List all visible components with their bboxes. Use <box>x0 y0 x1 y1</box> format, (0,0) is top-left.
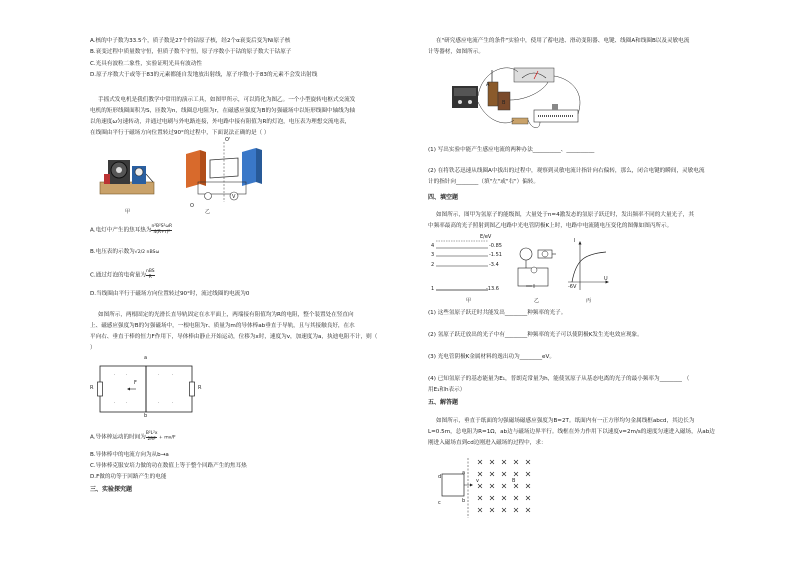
rail-question-line-4: ） <box>90 345 96 351</box>
generator-schematic-figure <box>180 140 272 208</box>
field-b-label: B <box>512 478 516 484</box>
hydrogen-subquestion-4-line-1: (4) 已知氢原子的基态能量为E₁，普朗克常量为h，能使氢原子从基态电离的光子的最小频率为________ （ <box>428 376 690 382</box>
rail-option-a-tail: + mv/F <box>157 435 176 441</box>
svg-text:·: · <box>172 372 174 377</box>
svg-text:·: · <box>158 372 160 377</box>
rail-option-a-den: 2RF <box>147 436 156 442</box>
rail-label-force: F <box>134 380 137 386</box>
rail-label-b: b <box>144 413 148 419</box>
rail-option-a-num: B²L²x <box>145 431 158 436</box>
frame-corner-b: b <box>462 498 466 504</box>
gen-option-d: D.当线圈由平行于磁场方向位置转过90°时，流过线圈的电流为0 <box>90 291 250 297</box>
gen-question-line-2: 电机的矩形线圈面积为S，匝数为n，线圈总电阻为r，在磁感应强度为B的匀强磁场中以矩形线圈中轴线为轴 <box>90 108 355 114</box>
gen-option-c <box>90 270 155 280</box>
frame-corner-a: a <box>462 470 466 476</box>
gen-option-c-label: C.通过灯泡的电荷量为 <box>90 272 147 279</box>
exp-question-line-2: 计等器材，如图所示。 <box>428 49 484 55</box>
svg-text:·: · <box>114 400 116 405</box>
solution-question-line-3: 刚进入磁场直到cd边刚进入磁场的过程中，求： <box>428 440 547 446</box>
level-n2-energy: -3.4 <box>489 262 499 268</box>
gen-question-line-3: 以角速度ω匀速转动，并通过电刷与外电路连接，外电路中接有阻值为R的灯泡，电压表为理想交流电表， <box>90 119 351 125</box>
frame-corner-d: d <box>438 474 442 480</box>
gen-option-c-den: R <box>148 274 152 280</box>
exp-subquestion-2-line-2: 计的指针向________（填"左"或"右"）偏转。 <box>428 179 539 185</box>
svg-text:·: · <box>114 372 116 377</box>
gen-option-c-fraction <box>146 270 155 280</box>
caption-bing: 丙 <box>586 298 592 304</box>
magnetic-field-figure <box>436 456 536 520</box>
rail-circuit-figure <box>96 360 196 420</box>
hydrogen-subquestion-4-line-2: 用E₁和h表示） <box>428 387 466 393</box>
gen-option-b <box>90 249 159 256</box>
caption-jia: 甲 <box>466 298 472 304</box>
svg-text:·: · <box>172 400 174 405</box>
level-n3-label: 3 <box>431 252 435 258</box>
frame-corner-c: c <box>438 500 441 506</box>
induction-apparatus-figure <box>448 60 588 136</box>
exp-subquestion-1: (1) 写出实验中能产生感应电流的两种办法__________、__________ <box>428 147 595 153</box>
rail-option-a-fraction <box>146 432 158 442</box>
figure-jia-caption: 甲 <box>125 209 131 215</box>
axis-o-prime-label: O' <box>225 137 231 143</box>
hydrogen-question-line-1: 如图所示，图甲为氢原子的能级图，大量处于n=4激发态的氢原子跃迁时，发出频率不同的大量光子，其 <box>436 212 694 218</box>
level-n2-label: 2 <box>431 262 435 268</box>
level-n1-label: 1 <box>431 286 435 292</box>
solution-question-line-1: 如图所示，垂直于纸面的匀强磁场磁感应强度为B=2T。纸面内有一正方形均匀金属线框abcd，其边长为 <box>436 418 695 424</box>
gen-option-c-num: nBS <box>146 269 155 274</box>
section-5-heading: 五、解答题 <box>428 399 459 406</box>
prev-option-b: B.衰变过程中质量数守恒，但质子数不守恒，原子序数小于钴的原子数大于钴原子 <box>90 49 292 55</box>
section-4-heading: 四、填空题 <box>428 194 459 201</box>
svg-text:·: · <box>126 372 128 377</box>
level-n1-energy: -13.6 <box>486 286 499 292</box>
gen-option-a-num: n²B²S²ωR <box>151 224 173 229</box>
svg-text:·: · <box>126 400 128 405</box>
gen-option-b-expr: √2/2 nBSω <box>134 250 160 255</box>
section-3-heading: 三、实验探究题 <box>90 486 133 493</box>
caption-yi: 乙 <box>534 298 540 304</box>
gen-option-a-den: 4(R+r)² <box>153 229 170 235</box>
gen-question-line-1: 手摇式发电机是我们教学中常用的演示工具，如图甲所示，可以简化为图乙。一个小型旋转电枢式交流发 <box>98 97 356 103</box>
gen-option-a-label: A.电灯中产生的焦耳热为 <box>90 227 152 234</box>
prev-option-a: A.核的中子数为33.5个，质子数是27个的钴原子核，经2个α衰变后变为Ni原子核 <box>90 38 291 44</box>
rail-option-c: C.导体棒克服安培力做的功在数值上等于整个回路产生的焦耳热 <box>90 463 247 469</box>
rail-question-line-1: 如图所示，两根固定的光滑长直导轨固定在水平面上，两端接有阻值均为R的电阻，整个装置处在竖直向 <box>98 312 354 318</box>
hydrogen-subquestion-1: (1) 这些氢原子跃迁时共能发出________种频率的光子。 <box>428 310 567 316</box>
gen-option-b-label: B.电压表的示数为 <box>90 249 135 255</box>
coil-b-label: B <box>502 100 506 106</box>
photoelectric-circuit <box>512 240 560 296</box>
prev-option-d: D.原子序数大于或等于83的元素都能自发地放出射线，原子序数小于83的元素不会发出射线 <box>90 72 318 78</box>
figure-yi-caption: 乙 <box>205 209 211 215</box>
rail-question-line-2: 上、磁感应强度为B的匀强磁场中，一根电阻为r、质量为m的导体棒ab垂直于导轨，且与其接触良好，在水 <box>90 323 355 329</box>
hydrogen-question-line-2: 中频率最高的光子照射到图乙电路中光电管阴极K上时，电路中电流随电压变化的图像如图丙所示。 <box>428 223 673 229</box>
gen-option-a-fraction <box>151 225 172 235</box>
rail-question-line-3: 平向右、垂直于棒的恒力F作用下，导体棒由静止开始运动，位移为x时，速度为v，加速度为a，执迪电阻不计，则（ <box>90 334 378 340</box>
gen-question-line-4: 在线圈由平行于磁场方向位置转过90°的过程中，下面说法正确的是（ ） <box>90 130 270 136</box>
exp-subquestion-2-line-1: (2) 在将铁芯迅速从线圈A中拔出的过程中，观察到灵敏电流计指针向右偏转，那么，闭合电键的瞬间，灵敏电流 <box>428 168 705 174</box>
hydrogen-subquestion-3: (3) 光电管阴极K金属材料的逸出功为________eV。 <box>428 354 555 360</box>
level-n4-label: 4 <box>431 243 435 249</box>
rail-option-a <box>90 432 176 442</box>
gen-option-a <box>90 225 172 235</box>
axis-o-label: O <box>190 203 194 209</box>
rail-option-d: D.F做的功等于回路产生的电能 <box>90 474 167 480</box>
voltmeter-label: V <box>232 194 236 200</box>
exp-question-line-1: 在"研究感应电流产生的条件"实验中，使用了蓄电池、滑动变阻器、电键、线圈A和线圈B以及灵敏电流 <box>436 38 690 44</box>
svg-text:·: · <box>158 400 160 405</box>
rail-option-b: B.导体棒中的电流方向为从b→a <box>90 452 169 458</box>
hydrogen-subquestion-2: (2) 氢原子跃迁放出的光子中有________种频率的光子可以使阴极K发生光电效应现象。 <box>428 332 643 338</box>
rail-option-a-label: A.导体棒运动的时间为 <box>90 434 146 441</box>
level-n3-energy: -1.51 <box>489 252 502 258</box>
energy-unit-label: E/eV <box>480 234 492 240</box>
velocity-label: v <box>476 478 479 484</box>
rail-label-r-left: R <box>90 385 94 391</box>
graph-stopping-voltage-label: -6V <box>568 284 577 290</box>
solution-question-line-2: L=0.5m，总电阻为R=1Ω，ab边与磁场边界平行。线框在外力作用下以速度v=2m/s的速度匀速进入磁场，从ab边 <box>428 429 715 435</box>
rail-label-r-right: R <box>198 385 202 391</box>
rail-label-a: a <box>144 355 148 361</box>
level-n4-energy: -0.85 <box>489 243 502 249</box>
graph-u-label: U <box>604 276 608 282</box>
coil-a-label: A <box>486 82 490 88</box>
prev-option-c: C.光具有波粒二象性，实验证明光具有波动性 <box>90 61 202 67</box>
graph-i-label: I <box>574 238 576 244</box>
generator-photo-figure <box>98 152 156 197</box>
